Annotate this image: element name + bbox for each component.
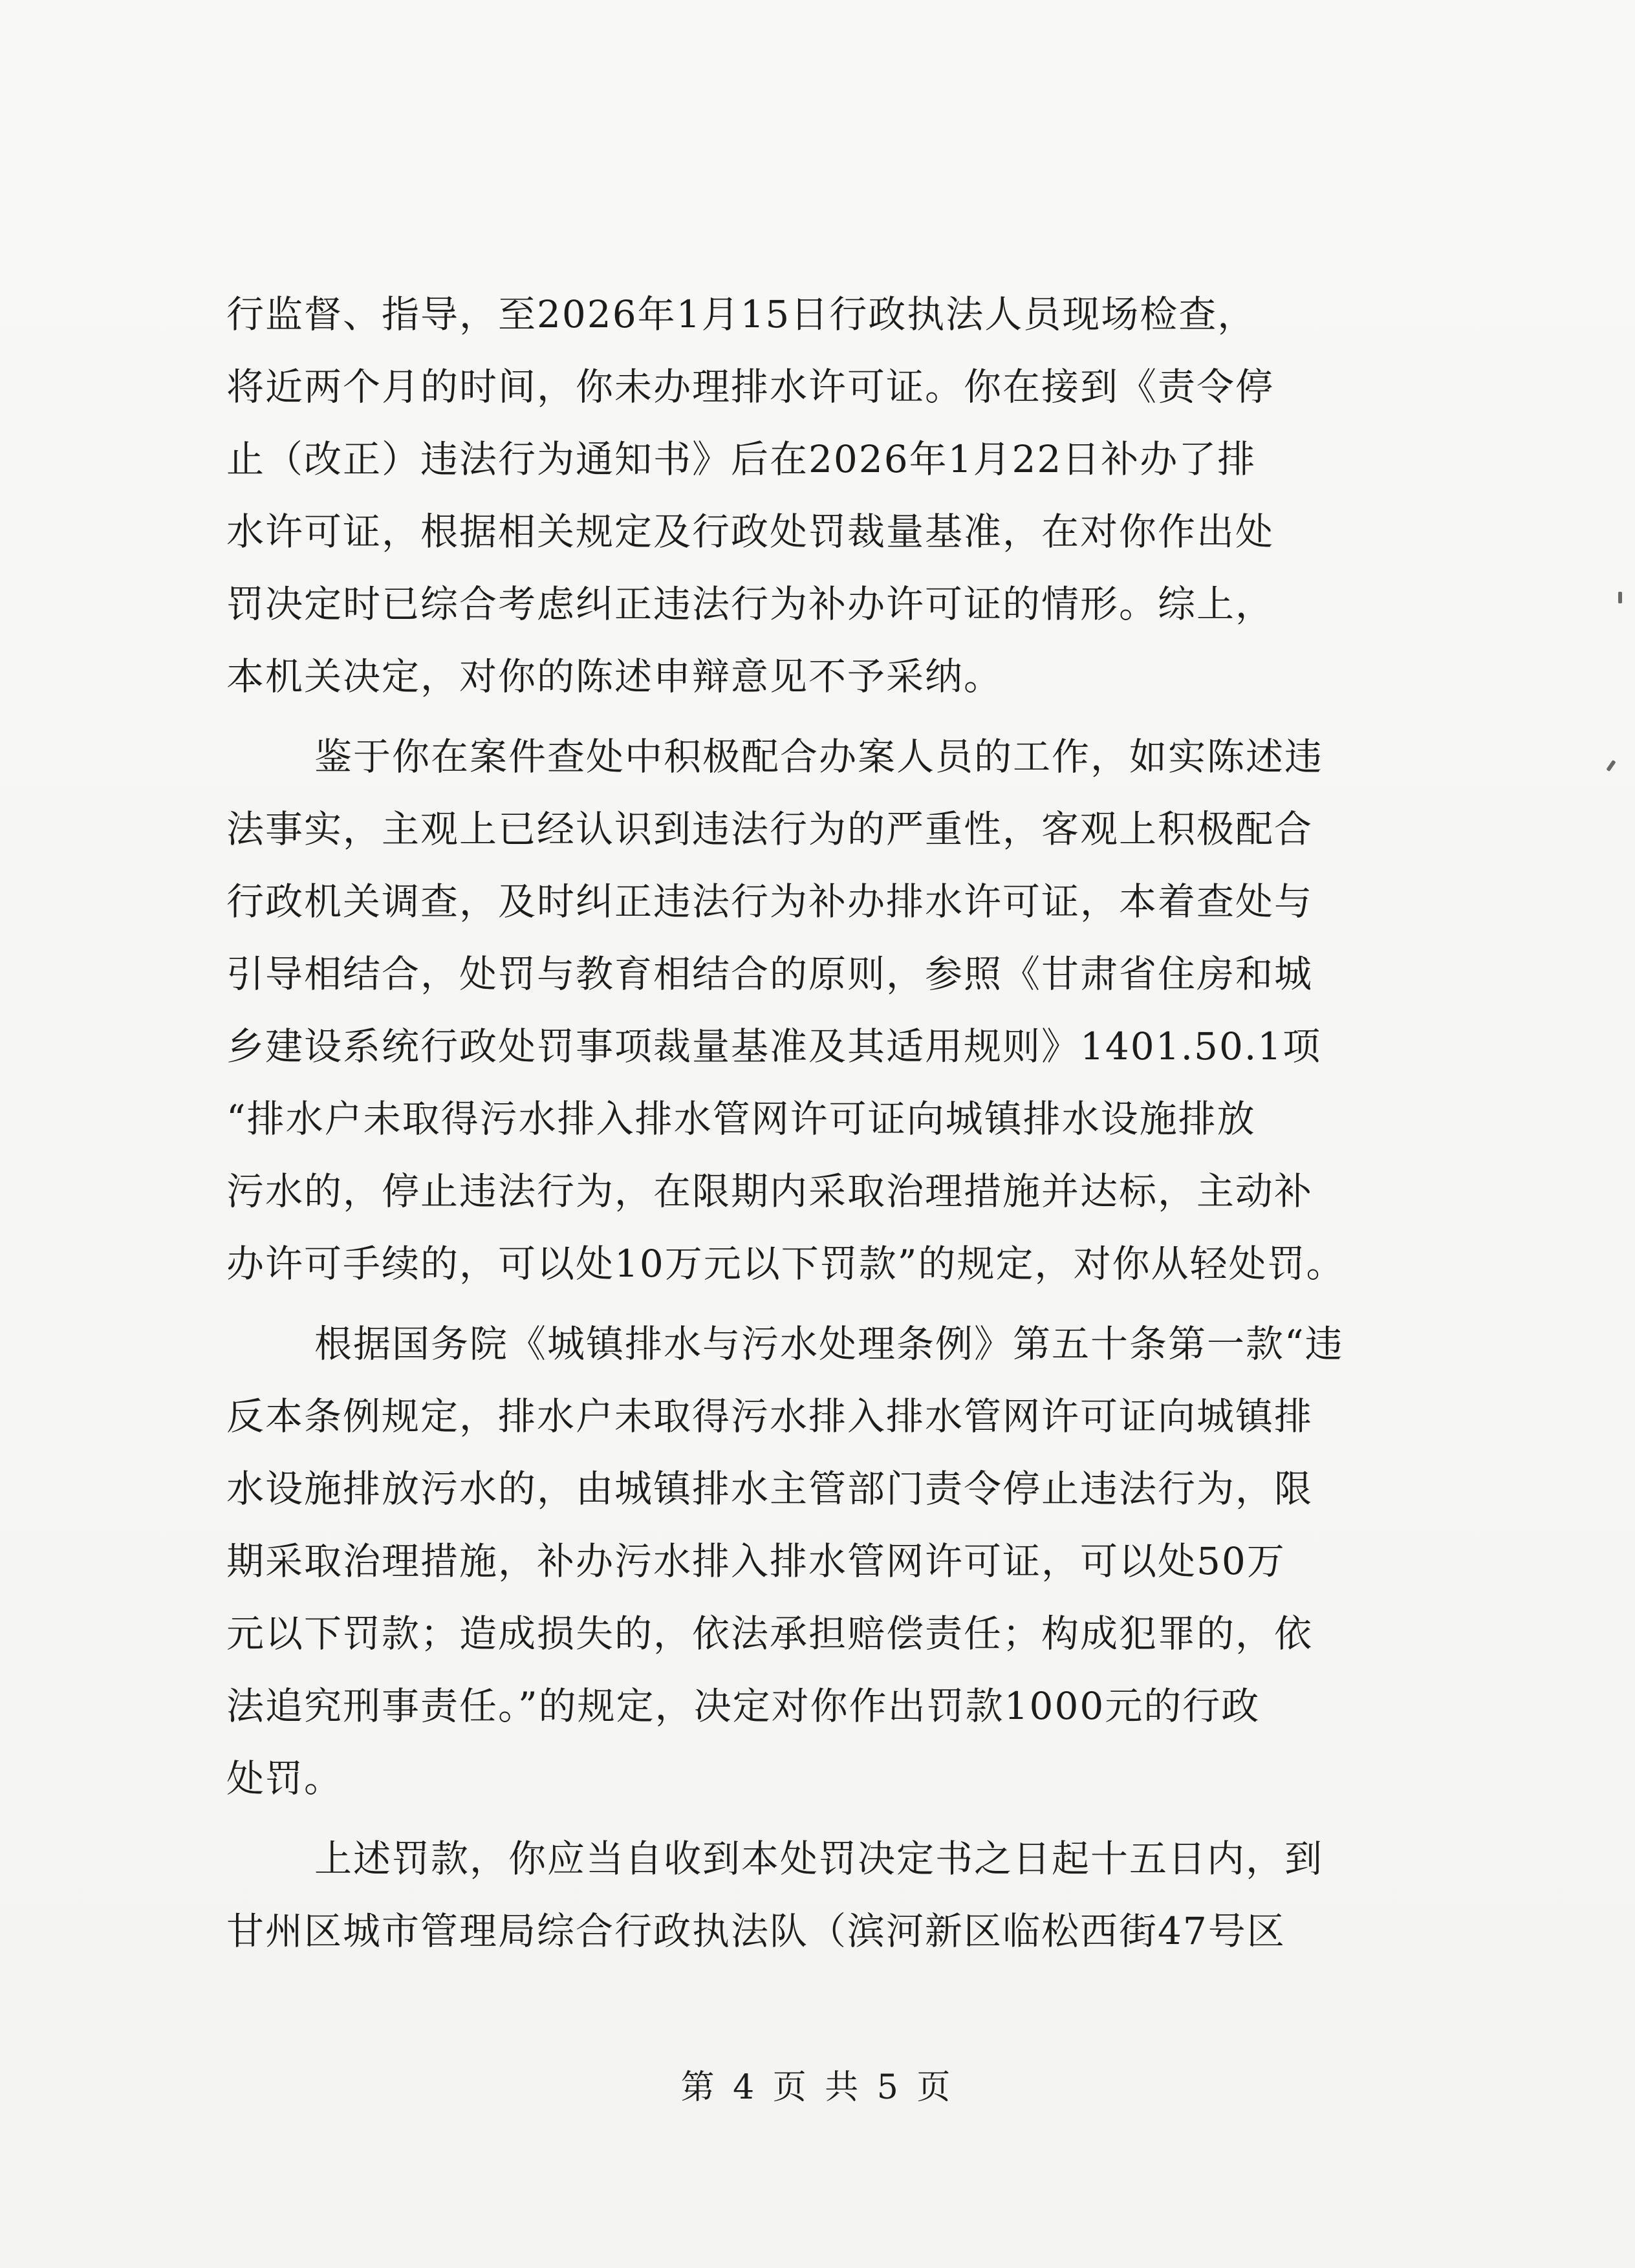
text-line: 法事实，主观上已经认识到违法行为的严重性，客观上积极配合	[226, 807, 1314, 851]
text-line: 本机关决定，对你的陈述申辩意见不予采纳。	[226, 654, 1003, 698]
document-body	[226, 278, 1423, 1967]
page-number-footer: 第 4 页 共 5 页	[680, 2068, 955, 2107]
paragraph-first-line: 根据国务院《城镇排水与污水处理条例》第五十条第一款“违	[314, 1322, 1344, 1366]
text-line: 行监督、指导，至2026年1月15日行政执法人员现场检查，	[226, 292, 1257, 336]
text-line: 行政机关调查，及时纠正违法行为补办排水许可证，本着查处与	[226, 880, 1314, 923]
text-line: 办许可手续的，可以处10万元以下罚款”的规定，对你从轻处罚。	[226, 1242, 1345, 1286]
text-line: 甘州区城市管理局综合行政执法队（滨河新区临松西街47号区	[226, 1909, 1286, 1953]
text-line: 法追究刑事责任。”的规定，决定对你作出罚款1000元的行政	[226, 1684, 1261, 1728]
text-line: 乡建设系统行政处罚事项裁量基准及其适用规则》1401.50.1项	[226, 1024, 1322, 1068]
text-line: 引导相结合，处罚与教育相结合的原则，参照《甘肃省住房和城	[226, 952, 1314, 996]
scan-speck	[1618, 592, 1622, 603]
text-line: 污水的，停止违法行为，在限期内采取治理措施并达标，主动补	[226, 1169, 1314, 1213]
scan-speck	[1606, 760, 1616, 772]
text-line: 止（改正）违法行为通知书》后在2026年1月22日补办了排	[226, 437, 1257, 481]
text-line: 期采取治理措施，补办污水排入排水管网许可证，可以处50万	[226, 1539, 1286, 1583]
text-line: 罚决定时已综合考虑纠正违法行为补办许可证的情形。综上，	[226, 582, 1275, 626]
text-line: “排水户未取得污水排入排水管网许可证向城镇排水设施排放	[226, 1097, 1256, 1141]
text-line: 反本条例规定，排水户未取得污水排入排水管网许可证向城镇排	[226, 1394, 1314, 1438]
text-line: 水许可证，根据相关规定及行政处罚裁量基准，在对你作出处	[226, 510, 1275, 554]
text-line: 水设施排放污水的，由城镇排水主管部门责令停止违法行为，限	[226, 1467, 1314, 1511]
text-line: 将近两个月的时间，你未办理排水许可证。你在接到《责令停	[226, 365, 1275, 409]
paragraph-first-line: 鉴于你在案件查处中积极配合办案人员的工作，如实陈述违	[314, 735, 1324, 779]
text-line: 元以下罚款；造成损失的，依法承担赔偿责任；构成犯罪的，依	[226, 1612, 1314, 1656]
paragraph-gap	[226, 1815, 1423, 1822]
paragraph-first-line: 上述罚款，你应当自收到本处罚决定书之日起十五日内，到	[314, 1837, 1324, 1881]
paragraph-gap	[226, 713, 1423, 720]
text-line: 处罚。	[226, 1756, 343, 1800]
paragraph-gap	[226, 1300, 1423, 1308]
